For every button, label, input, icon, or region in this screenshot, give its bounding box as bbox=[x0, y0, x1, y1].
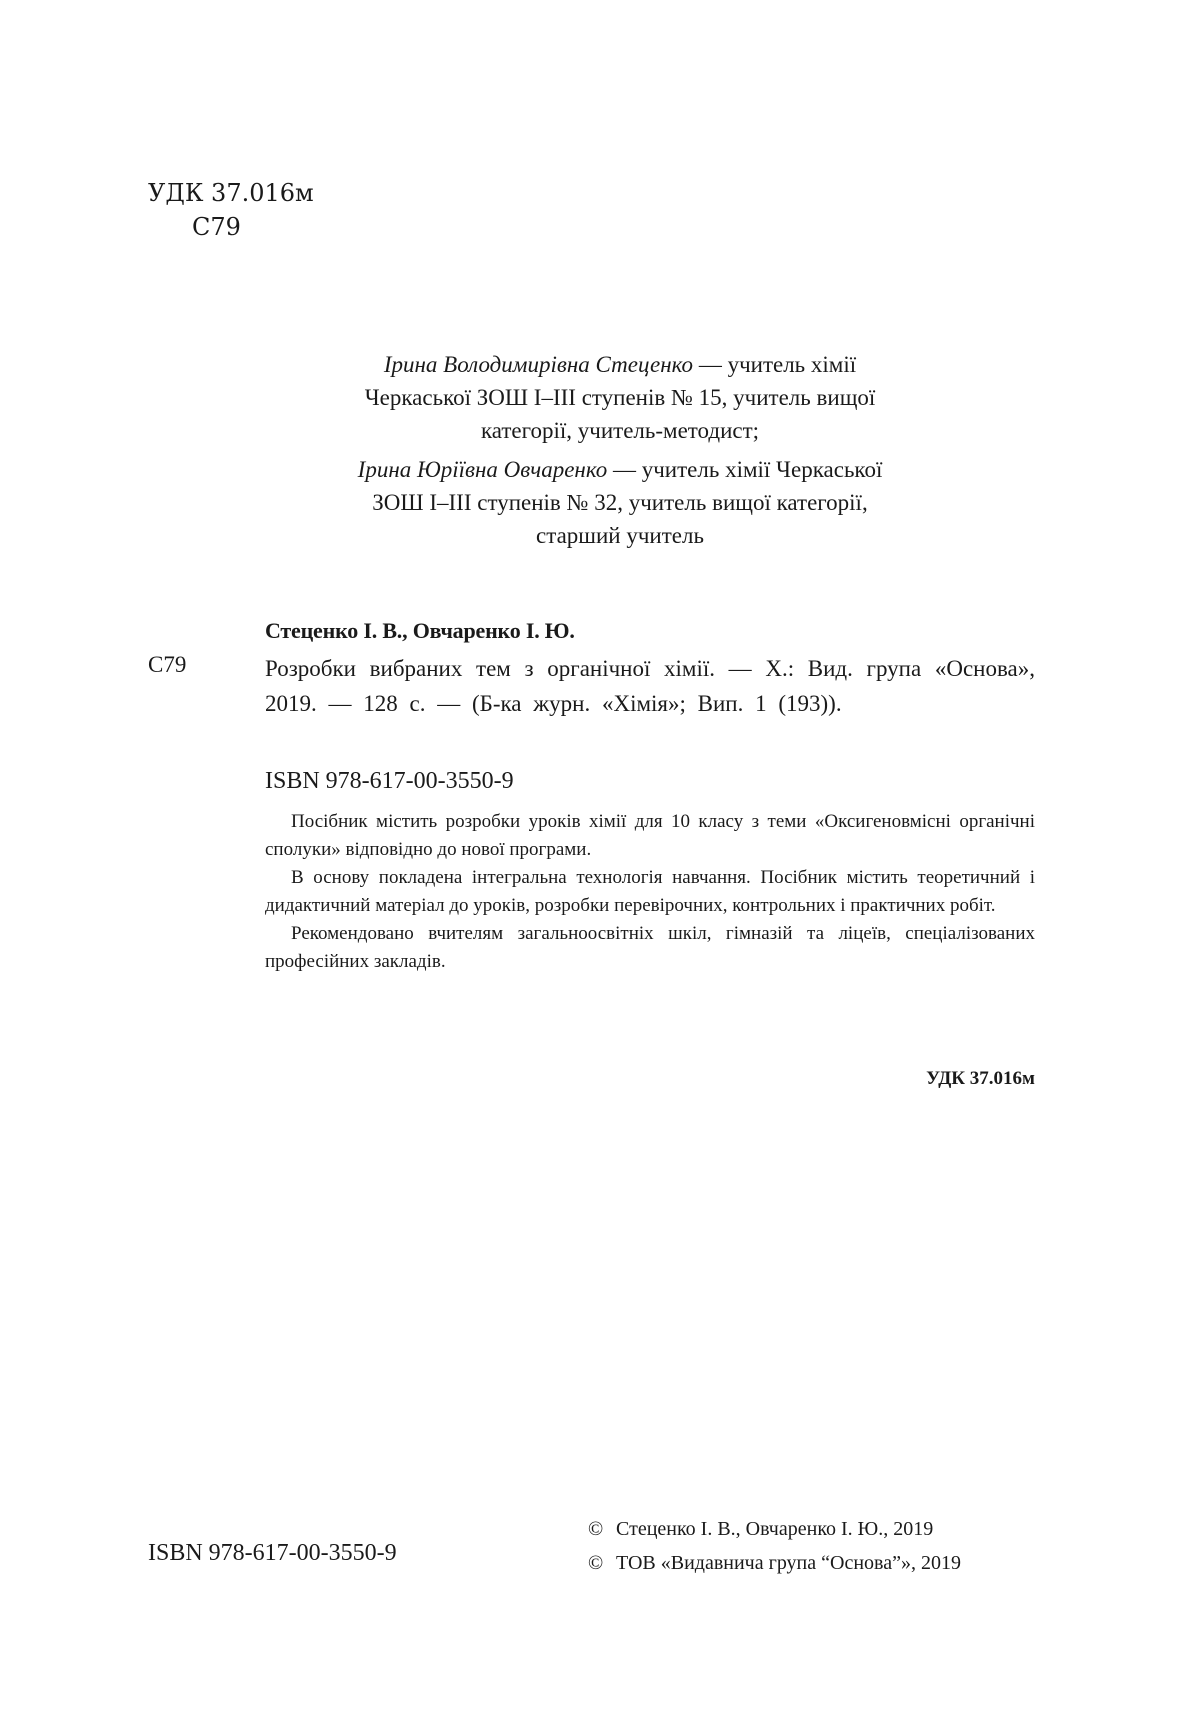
bibliography-index: С79 bbox=[148, 652, 187, 677]
bibliography-authors: Стеценко І. В., Овчаренко І. Ю. bbox=[265, 618, 575, 643]
author-desc: категорії, учитель-методист; bbox=[480, 418, 760, 443]
copyright-line bbox=[588, 1512, 961, 1546]
abstract-paragraph bbox=[265, 864, 1035, 920]
udk-classification-bottom: УДК 37.016м bbox=[926, 1068, 1035, 1089]
author-name: Ірина Юріївна Овчаренко bbox=[357, 457, 608, 482]
bibliography-text: Розробки вибраних тем з органічної хімії. — Х.: Вид. група «Основа», 2019. — 128 с. — (Б-ка журн. «Хімія»; Вип. 1 (193)). bbox=[265, 656, 1035, 716]
author-desc: старший учитель bbox=[536, 523, 704, 548]
copyright-text: ТОВ «Видавнича група “Основа”», 2019 bbox=[616, 1552, 961, 1574]
author-name: Ірина Володимирівна Стеценко bbox=[383, 352, 694, 377]
copyright-line bbox=[588, 1546, 961, 1580]
abstract-paragraph bbox=[265, 920, 1035, 976]
abstract-paragraph bbox=[265, 808, 1035, 864]
abstract-text: Посібник містить розробки уроків хімії для 10 класу з теми «Оксигеновмісні органічні сполуки» відповідно до нової програми. bbox=[265, 811, 1035, 860]
isbn-main: ISBN 978-617-00-3550-9 bbox=[265, 768, 514, 794]
authors-block bbox=[270, 348, 970, 558]
udk-classification-top bbox=[148, 176, 314, 244]
isbn-bottom: ISBN 978-617-00-3550-9 bbox=[148, 1540, 397, 1566]
copyright-text: Стеценко І. В., Овчаренко І. Ю., 2019 bbox=[616, 1518, 934, 1540]
abstract-text: Рекомендовано вчителям загальноосвітніх шкіл, гімназій та ліцеїв, спеціалізованих професійних закладів. bbox=[265, 923, 1035, 972]
author-desc: — учитель хімії Черкаської bbox=[607, 457, 883, 482]
copyright-icon: © bbox=[588, 1552, 604, 1574]
udk-code: УДК 37.016м bbox=[148, 179, 314, 207]
author-index-code: С79 bbox=[192, 213, 241, 241]
author-desc: Черкаської ЗОШ І–ІІІ ступенів № 15, учитель вищої bbox=[364, 385, 876, 410]
abstract-text: В основу покладена інтегральна технологія навчання. Посібник містить теоретичний і дидактичний матеріал до уроків, розробки перевірочних, контрольних і практичних робіт. bbox=[265, 867, 1035, 916]
abstract bbox=[265, 808, 1035, 976]
author-desc: — учитель хімії bbox=[693, 352, 857, 377]
author-entry bbox=[270, 453, 970, 552]
copyright-block bbox=[588, 1512, 961, 1580]
author-desc: ЗОШ І–ІІІ ступенів № 32, учитель вищої категорії, bbox=[372, 490, 868, 515]
copyright-icon: © bbox=[588, 1518, 604, 1540]
author-entry bbox=[270, 348, 970, 447]
bibliography-description bbox=[265, 652, 1035, 721]
